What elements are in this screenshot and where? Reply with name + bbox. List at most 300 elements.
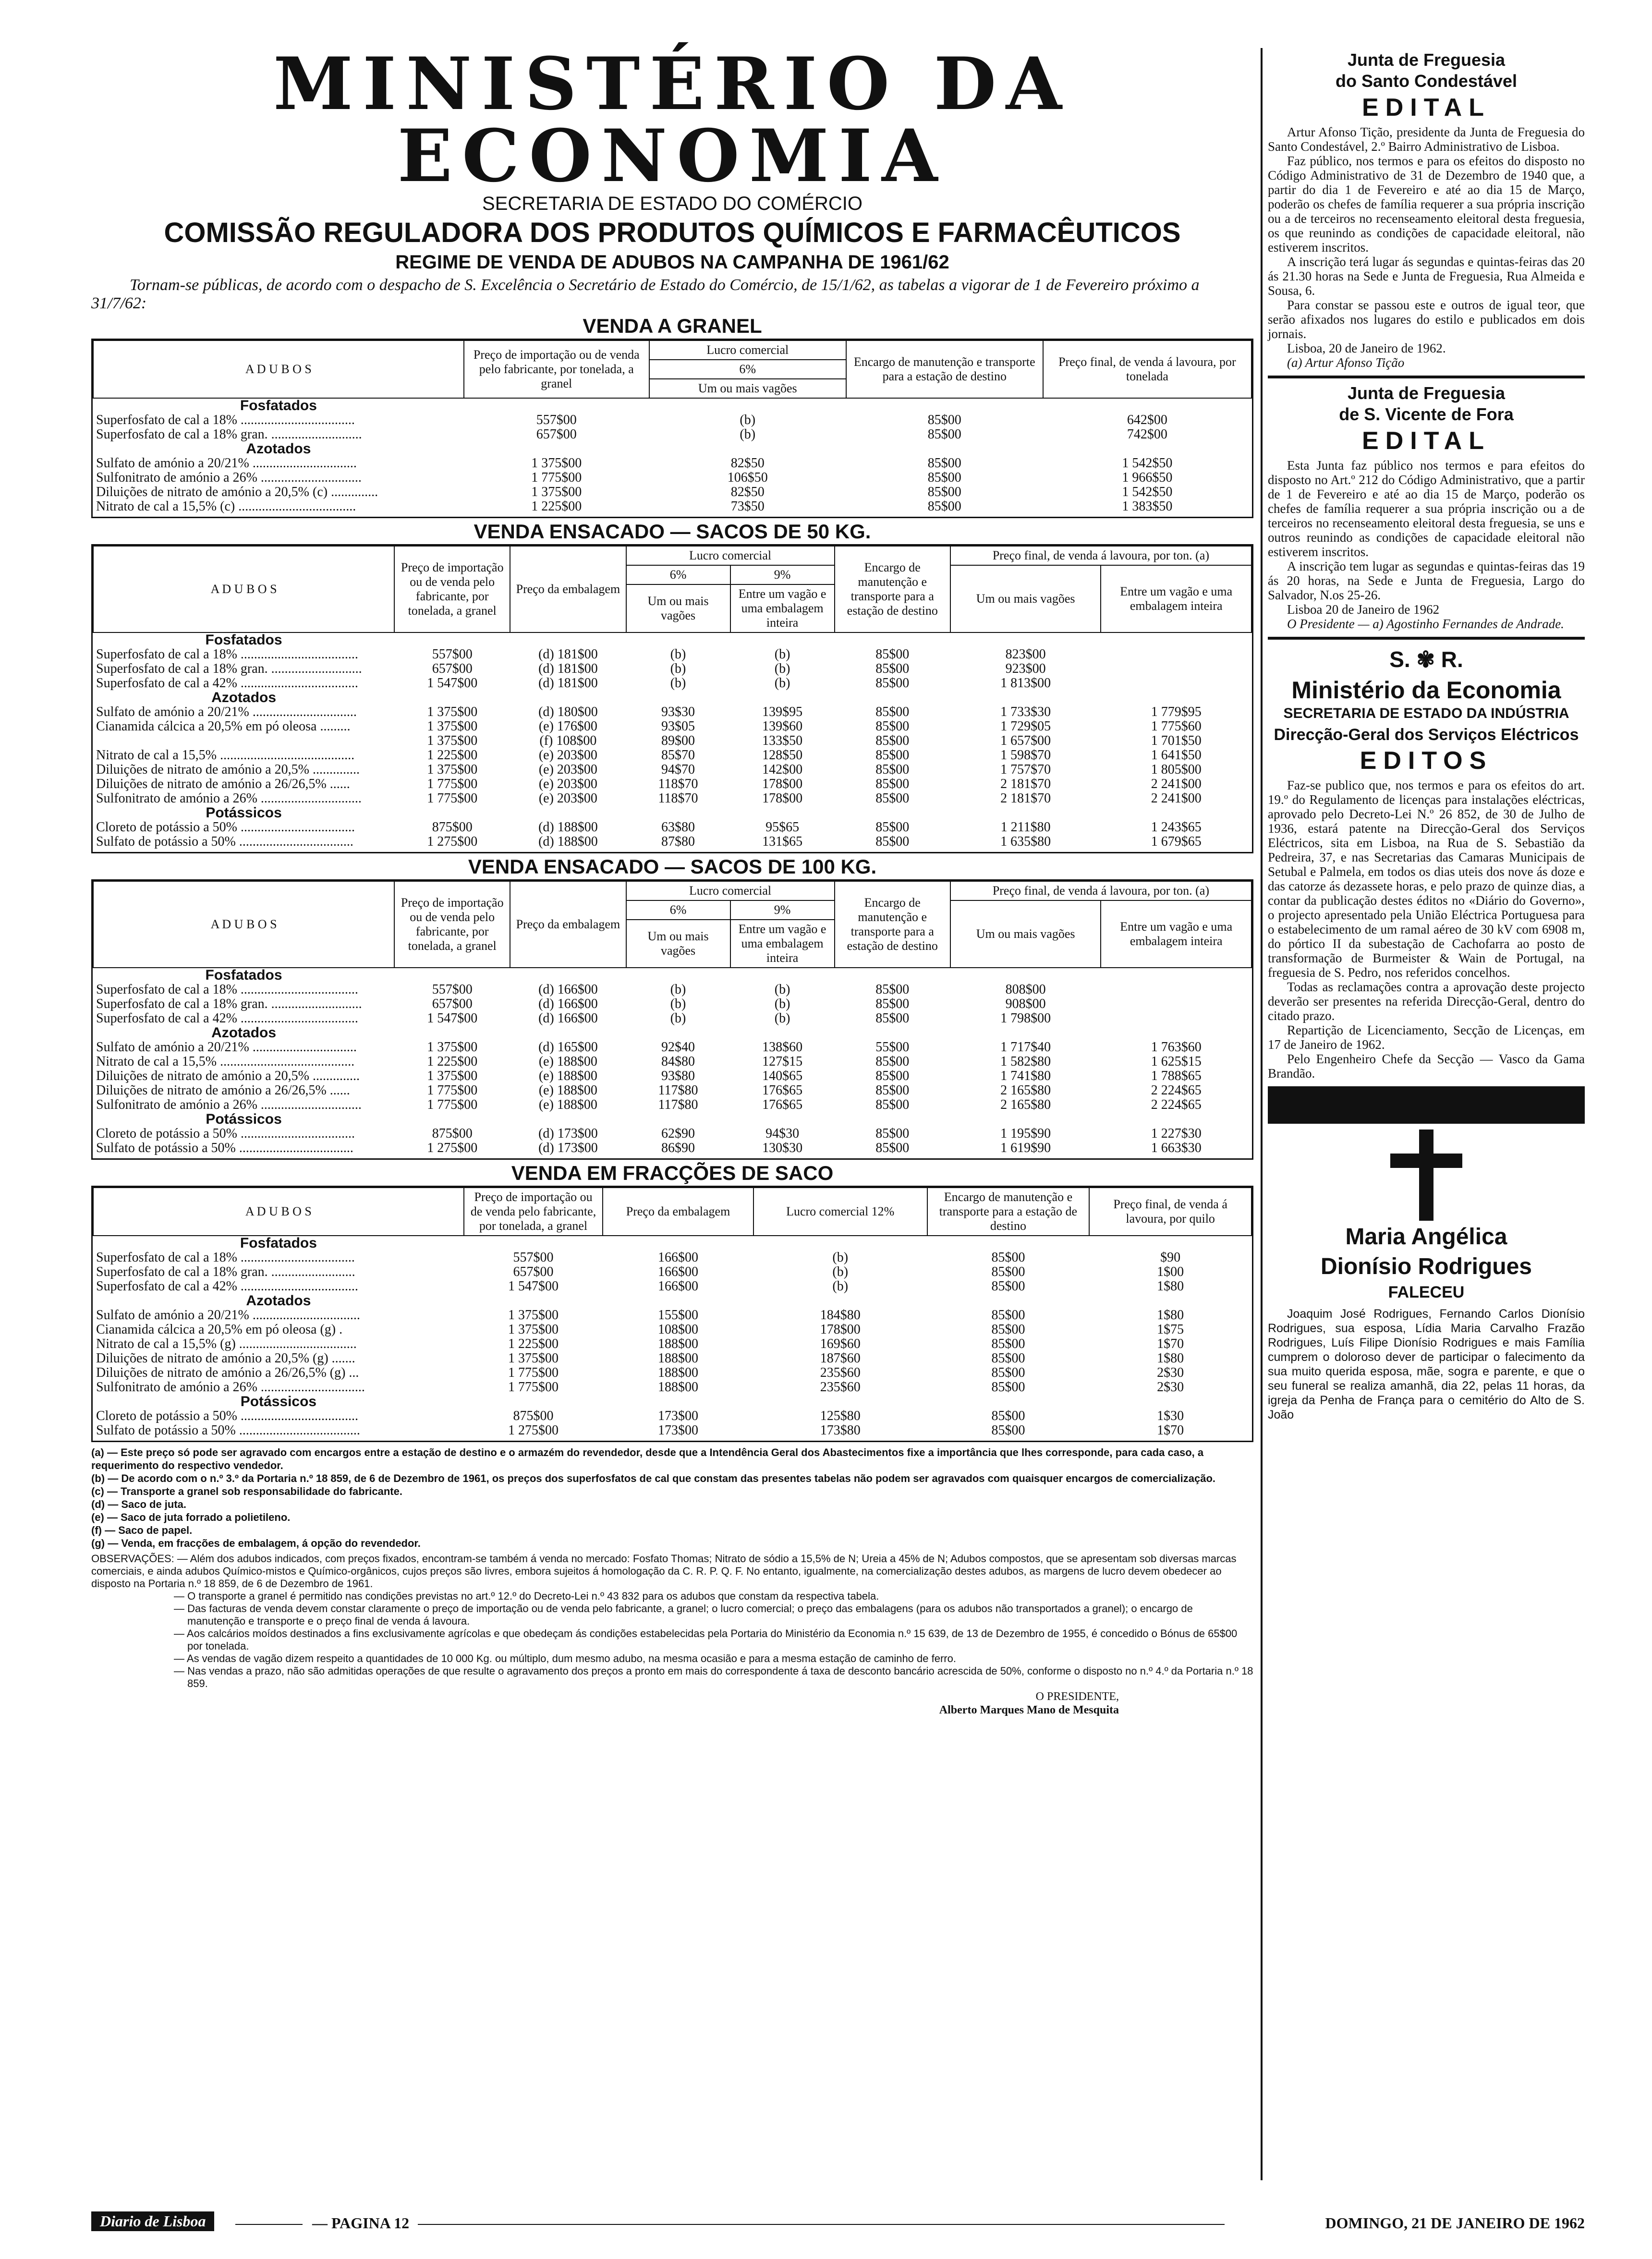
price-cell: 178$00 bbox=[762, 791, 803, 806]
price-cell: 118$70 bbox=[658, 791, 698, 806]
price-cell: 1 375$00 bbox=[427, 719, 478, 734]
observation: OBSERVAÇÕES: — Além dos adubos indicados, com preços fixados, encontram-se também á venda no mercado: Fosfato Thomas; Nitrato de sódio a 15,5% de N; Ureia a 45% de N; Adubos compostos, que se apresentam sob diversas marcas comerciais, e ainda adubos Químico-mistos e Químico-orgânicos, cujos preços são livres, embora sujeitos á homologação da C. R. P. Q. F. No entanto, igualmente, na comercialização destes adubos, as margens de lucro devem obedecer ao disposto na Portaria n.º 18 859, de 6 de Dezembro de 1961. bbox=[91, 1553, 1237, 1590]
cross-icon bbox=[1268, 1130, 1585, 1221]
price-cell: (d) 181$00 bbox=[538, 647, 598, 662]
price-cell bbox=[1101, 647, 1251, 662]
product-name: Sulfonitrato de amónio a 26% .............................. bbox=[96, 1097, 362, 1112]
product-name: Superfosfato de cal a 18% gran. ........................... bbox=[96, 427, 362, 442]
price-cell: 188$00 bbox=[658, 1336, 699, 1351]
col-preco: Preço de importação ou de venda pelo fabricante, por tonelada, a granel bbox=[464, 1188, 603, 1236]
price-cell: (e) 203$00 bbox=[538, 791, 597, 806]
price-cell: 2 241$00 bbox=[1151, 777, 1202, 791]
deceased-name-2: Dionísio Rodrigues bbox=[1320, 1254, 1532, 1279]
price-cell: 1 375$00 bbox=[427, 1069, 478, 1083]
price-cell: 85$00 bbox=[875, 820, 910, 835]
saco100-title: VENDA ENSACADO — SACOS DE 100 KG. bbox=[468, 855, 877, 878]
price-cell: (b) bbox=[740, 427, 756, 442]
price-cell: 1 805$00 bbox=[1151, 762, 1202, 777]
table-row bbox=[93, 1351, 1251, 1366]
product-name: Sulfato de amónio a 20/21% ................................ bbox=[96, 1308, 360, 1323]
santo-title1: Junta de Freguesia bbox=[1347, 50, 1506, 70]
price-cell: 142$00 bbox=[762, 762, 803, 777]
price-cell: 93$05 bbox=[661, 719, 695, 734]
category-row bbox=[93, 1236, 1251, 1251]
table-row bbox=[93, 427, 1251, 442]
category-label: Azotados bbox=[211, 1025, 277, 1041]
price-cell: 85$00 bbox=[875, 1083, 910, 1098]
product-name: Superfosfato de cal a 18% .................................. bbox=[96, 413, 355, 427]
price-cell: 1 775$60 bbox=[1151, 719, 1202, 734]
price-tables-notice bbox=[91, 42, 1253, 1717]
price-cell: 1 227$30 bbox=[1151, 1126, 1202, 1141]
price-cell: 89$00 bbox=[661, 733, 695, 748]
price-cell: 657$00 bbox=[536, 427, 577, 442]
table-row bbox=[93, 748, 1251, 763]
price-cell: 85$00 bbox=[991, 1308, 1025, 1323]
table-row bbox=[93, 662, 1251, 676]
price-cell: 85$70 bbox=[661, 748, 695, 763]
price-cell: 1 663$30 bbox=[1151, 1141, 1202, 1155]
saco50-title: VENDA ENSACADO — SACOS DE 50 KG. bbox=[474, 520, 871, 543]
product-name: Cloreto de potássio a 50% .................................. bbox=[96, 820, 355, 835]
editos-heading: EDITOS bbox=[1360, 747, 1493, 775]
table-row bbox=[93, 1265, 1251, 1279]
col-f2: Entre um vagão e uma embalagem inteira bbox=[1101, 565, 1251, 632]
price-cell: 1 757$70 bbox=[1000, 762, 1051, 777]
table-row bbox=[93, 820, 1251, 835]
price-cell: 1 375$00 bbox=[427, 704, 478, 719]
price-cell: 85$00 bbox=[875, 1011, 910, 1026]
price-cell: 875$00 bbox=[432, 1126, 473, 1141]
price-cell: 82$50 bbox=[730, 456, 765, 471]
price-cell: 85$00 bbox=[875, 1054, 910, 1069]
price-cell: 642$00 bbox=[1127, 413, 1167, 427]
price-cell: 1$30 bbox=[1157, 1409, 1184, 1423]
price-cell: 1$80 bbox=[1157, 1351, 1184, 1366]
category-label: Fosfatados bbox=[240, 398, 317, 413]
issue-date: DOMINGO, 21 DE JANEIRO DE 1962 bbox=[1325, 2214, 1585, 2232]
price-cell: 130$30 bbox=[762, 1141, 803, 1155]
price-cell: 188$00 bbox=[658, 1351, 699, 1366]
price-cell: 1 195$90 bbox=[1000, 1126, 1051, 1141]
comissao-subtitle: COMISSÃO REGULADORA DOS PRODUTOS QUÍMICOS E FARMACÊUTICOS bbox=[164, 217, 1181, 248]
price-cell: 557$00 bbox=[536, 413, 577, 427]
price-cell: 1 775$00 bbox=[427, 791, 478, 806]
price-cell: 557$00 bbox=[513, 1250, 554, 1265]
price-cell: 2 181$70 bbox=[1000, 791, 1051, 806]
price-cell: 176$65 bbox=[762, 1083, 803, 1098]
divider bbox=[1268, 376, 1585, 378]
santo-date: Lisboa, 20 de Janeiro de 1962. bbox=[1287, 341, 1446, 355]
price-cell: 1 375$00 bbox=[508, 1351, 559, 1366]
col-embalagem: Preço da embalagem bbox=[510, 546, 626, 632]
price-cell: 908$00 bbox=[1005, 996, 1046, 1011]
price-cell: 235$60 bbox=[820, 1365, 861, 1380]
col-9pct: 9% bbox=[730, 900, 835, 920]
table-row bbox=[93, 1011, 1251, 1026]
saco100-table-box bbox=[91, 879, 1253, 1160]
price-cell: 1 779$95 bbox=[1151, 704, 1202, 719]
price-cell: 1 641$50 bbox=[1151, 748, 1202, 763]
price-cell: 82$50 bbox=[730, 485, 765, 499]
table-row bbox=[93, 983, 1251, 997]
price-cell: 1 788$65 bbox=[1151, 1069, 1202, 1083]
price-cell: (d) 181$00 bbox=[538, 676, 598, 691]
price-cell: 1 635$80 bbox=[1000, 834, 1051, 849]
price-cell: (d) 180$00 bbox=[538, 704, 598, 719]
price-cell: 173$80 bbox=[820, 1423, 861, 1438]
product-name: Cianamida cálcica a 20,5% em pó oleosa ......... bbox=[96, 719, 351, 734]
price-cell: 176$65 bbox=[762, 1097, 803, 1112]
table-row bbox=[93, 997, 1251, 1011]
col-embalagem: Preço da embalagem bbox=[510, 881, 626, 968]
observation: — Das facturas de venda devem constar claramente o preço de importação ou de venda pelo fabricante, a granel; o lucro comercial; o preço das embalagens (para os adubos não transportados a granel); o encargo de manutenção e transporte e o preço final de venda á lavoura. bbox=[174, 1603, 1193, 1627]
price-cell: (e) 188$00 bbox=[538, 1097, 597, 1112]
product-name: Diluições de nitrato de amónio a 20,5% .............. bbox=[96, 762, 360, 777]
price-cell: 1 582$80 bbox=[1000, 1054, 1051, 1069]
category-row bbox=[93, 1112, 1251, 1127]
price-cell: 808$00 bbox=[1005, 982, 1046, 997]
price-cell: 1 375$00 bbox=[508, 1308, 559, 1323]
category-label: Fosfatados bbox=[240, 1235, 317, 1251]
table-row bbox=[93, 719, 1251, 734]
price-cell: 1 775$00 bbox=[427, 1097, 478, 1112]
price-cell: 1 657$00 bbox=[1000, 733, 1051, 748]
regime-subtitle: REGIME DE VENDA DE ADUBOS NA CAMPANHA DE 1961/62 bbox=[395, 252, 949, 273]
vicente-date: Lisboa 20 de Janeiro de 1962 bbox=[1287, 602, 1440, 617]
price-cell: 1 717$40 bbox=[1000, 1040, 1051, 1055]
editos-ministerio: Ministério da Economia bbox=[1291, 677, 1561, 704]
footnote: (c) — Transporte a granel sob responsabilidade do fabricante. bbox=[91, 1485, 402, 1497]
price-cell: 85$00 bbox=[875, 647, 910, 662]
observacoes bbox=[91, 1553, 1253, 1690]
price-cell: 1 547$00 bbox=[508, 1279, 559, 1294]
price-cell: (b) bbox=[774, 676, 790, 691]
table-row bbox=[93, 791, 1251, 806]
price-cell: (b) bbox=[670, 996, 686, 1011]
col-final: Preço final, de venda á lavoura, por quilo bbox=[1089, 1188, 1251, 1236]
observation: — O transporte a granel é permitido nas condições previstas no art.º 12.º do Decreto-Lei n.º 43 832 para os adubos que constam da respectiva tabela. bbox=[174, 1590, 879, 1602]
observation: — Aos calcários moídos destinados a fins exclusivamente agrícolas e que obedeçam ás condições estabelecidas pela Portaria do Ministério da Economia n.º 15 639, de 13 de Dezembro de 1955, é concedido o Bónus de 65$00 por tonelada. bbox=[174, 1627, 1238, 1652]
price-cell: 85$00 bbox=[991, 1279, 1025, 1294]
product-name: Superfosfato de cal a 18% gran. ........................... bbox=[96, 996, 362, 1011]
signature-role: O PRESIDENTE, bbox=[1035, 1690, 1119, 1703]
price-cell: 1 625$15 bbox=[1151, 1054, 1202, 1069]
price-cell: 94$70 bbox=[661, 762, 695, 777]
category-label: Azotados bbox=[246, 1293, 311, 1309]
price-cell: 73$50 bbox=[730, 499, 765, 514]
table-row bbox=[93, 777, 1251, 791]
price-cell: 85$00 bbox=[875, 748, 910, 763]
table-row bbox=[93, 1366, 1251, 1380]
price-cell: 173$00 bbox=[658, 1423, 699, 1438]
product-name bbox=[93, 734, 394, 748]
product-name: Nitrato de cal a 15,5% (c) ................................... bbox=[96, 499, 356, 514]
price-cell: 1 225$00 bbox=[427, 1054, 478, 1069]
santo-sign: (a) Artur Afonso Tição bbox=[1287, 355, 1405, 370]
price-cell: 1 225$00 bbox=[531, 499, 582, 514]
price-cell: 1 225$00 bbox=[427, 748, 478, 763]
price-cell: 2$30 bbox=[1157, 1380, 1184, 1395]
price-cell: 657$00 bbox=[513, 1264, 554, 1279]
footnote: (b) — De acordo com o n.º 3.º da Portaria n.º 18 859, de 6 de Dezembro de 1961, os preços dos superfosfatos de cal que constam das presentes tabelas não podem ser agravados com quaisquer encargos de comercialização. bbox=[91, 1472, 1216, 1484]
editos-p1: Faz-se publico que, nos termos e para os efeitos do art. 19.º do Regulamento de licenças para instalações eléctricas, aprovado pelo Decreto-Lei N.º 26 852, de 30 de Julho de 1936, estará patente na Direcção-Geral dos Serviços Eléctricos, sita em Lisboa, na Rua de S. Sebastião da Pedreira, 37, e nas Secretarias das Camaras Municipais de Setubal e Palmela, em todos os dias uteis dos nove ás doze e das catorze ás dezassete horas, e pelo prazo de quinze dias, a contar da publicação destes éditos no «Diário do Governo», o projecto apresentado pela União Eléctrica Portuguesa para o estabelecimento de um ramal aéreo de 30 kV com 6908 m, do pórtico II da subestação de Cachofarra ao posto de transformação de Burmeister & Wain de Portugal, na freguesia de S. Pedro, nos referidos concelhos. bbox=[1268, 778, 1585, 980]
price-cell: 1 619$90 bbox=[1000, 1141, 1051, 1155]
price-cell: 1 741$80 bbox=[1000, 1069, 1051, 1083]
product-name: Superfosfato de cal a 42% ................................... bbox=[96, 1279, 358, 1294]
price-cell: (b) bbox=[832, 1279, 849, 1294]
obituary-black-band bbox=[1268, 1086, 1585, 1124]
price-cell: (e) 188$00 bbox=[538, 1069, 597, 1083]
product-name: Cloreto de potássio a 50% ................................... bbox=[96, 1409, 358, 1423]
category-label: Potássicos bbox=[206, 805, 282, 821]
product-name: Nitrato de cal a 15,5% ........................................ bbox=[96, 748, 355, 763]
fraccoes-title: VENDA EM FRACÇÕES DE SACO bbox=[511, 1162, 834, 1184]
price-cell: 87$80 bbox=[661, 834, 695, 849]
col-encargo: Encargo de manutenção e transporte para a estação de destino bbox=[835, 546, 950, 632]
price-cell: 106$50 bbox=[727, 470, 768, 485]
column-divider bbox=[1261, 48, 1263, 2180]
right-column bbox=[1268, 48, 1585, 1422]
table-row bbox=[93, 1127, 1251, 1141]
product-name: Sulfato de amónio a 20/21% ............................... bbox=[96, 704, 357, 719]
col-f1: Um ou mais vagões bbox=[950, 900, 1101, 968]
col-adubos: A D U B O S bbox=[93, 546, 394, 632]
price-cell: 166$00 bbox=[658, 1279, 699, 1294]
price-cell: 1$75 bbox=[1157, 1322, 1184, 1337]
price-cell: 85$00 bbox=[927, 413, 961, 427]
price-cell: 178$00 bbox=[762, 777, 803, 791]
product-name: Superfosfato de cal a 42% ................................... bbox=[96, 1011, 358, 1026]
col-6pct-sub: Um ou mais vagões bbox=[626, 920, 730, 968]
footnote: (g) — Venda, em fracções de embalagem, á opção do revendedor. bbox=[91, 1537, 421, 1549]
price-cell: 657$00 bbox=[432, 661, 473, 676]
table-row bbox=[93, 1308, 1251, 1323]
price-cell: 1 598$70 bbox=[1000, 748, 1051, 763]
price-cell: 1 733$30 bbox=[1000, 704, 1051, 719]
product-name: Superfosfato de cal a 18% ................................... bbox=[96, 982, 358, 997]
product-name: Sulfato de potássio a 50% .................................. bbox=[96, 1141, 353, 1155]
santo-edital-heading: EDITAL bbox=[1362, 94, 1491, 121]
price-cell: 139$95 bbox=[762, 704, 803, 719]
saco50-table bbox=[93, 546, 1252, 852]
price-cell: 85$00 bbox=[991, 1264, 1025, 1279]
price-cell: 84$80 bbox=[661, 1054, 695, 1069]
price-cell: (e) 188$00 bbox=[538, 1054, 597, 1069]
price-cell: (b) bbox=[670, 661, 686, 676]
table-row bbox=[93, 413, 1251, 427]
price-cell: 127$15 bbox=[762, 1054, 803, 1069]
price-cell: 166$00 bbox=[658, 1264, 699, 1279]
table-row bbox=[93, 1423, 1251, 1438]
vicente-p1: Esta Junta faz público nos termos e para efeitos do disposto no Art.º 212 do Código Administrativo, que a partir de 1 de Fevereiro e até ao dia 15 de Março, poderão os chefes de família requerer a sua própria inscrição ou a de terceiros no recenseamento eleitoral desta freguesia, se uns e outros reunindo as condições de capacidade eleitoral não estiverem inscritos. bbox=[1268, 458, 1585, 559]
page-footer bbox=[91, 2211, 1585, 2235]
ministry-title: MINISTÉRIO DA ECONOMIA bbox=[273, 42, 1071, 198]
price-cell: 1 679$65 bbox=[1151, 834, 1202, 849]
category-row bbox=[93, 1395, 1251, 1409]
footnote: (e) — Saco de juta forrado a polietileno. bbox=[91, 1511, 291, 1523]
category-row bbox=[93, 1026, 1251, 1040]
santo-p4: Para constar se passou este e outros de igual teor, que serão afixados nos lugares do estilo e publicados em dois jornais. bbox=[1268, 298, 1585, 341]
spacer-row bbox=[93, 849, 1251, 852]
col-9pct-sub: Entre um vagão e uma embalagem inteira bbox=[730, 920, 835, 968]
price-cell: (e) 176$00 bbox=[538, 719, 597, 734]
price-cell: 1 375$00 bbox=[427, 733, 478, 748]
price-cell: 85$00 bbox=[927, 499, 961, 514]
price-cell: 1 701$50 bbox=[1151, 733, 1202, 748]
price-cell: (d) 173$00 bbox=[538, 1126, 598, 1141]
product-name: Nitrato de cal a 15,5% ........................................ bbox=[96, 1054, 355, 1069]
table-row bbox=[93, 734, 1251, 748]
price-cell: 117$80 bbox=[658, 1097, 698, 1112]
product-name: Superfosfato de cal a 18% .................................. bbox=[96, 1250, 355, 1265]
price-cell: 1 375$00 bbox=[531, 456, 582, 471]
product-name: Diluições de nitrato de amónio a 20,5% (g) ....... bbox=[96, 1351, 355, 1366]
col-preco: Preço de importação ou de venda pelo fabricante, por tonelada, a granel bbox=[394, 881, 510, 968]
table-row bbox=[93, 676, 1251, 691]
price-cell: 1 383$50 bbox=[1122, 499, 1173, 514]
price-cell: 85$00 bbox=[875, 1097, 910, 1112]
table-row bbox=[93, 1251, 1251, 1265]
price-cell: 2 165$80 bbox=[1000, 1097, 1051, 1112]
intro-paragraph: Tornam-se públicas, de acordo com o despacho de S. Excelência o Secretário de Estado do Comércio, de 15/1/62, as tabelas a vigorar de 1 de Fevereiro próximo a 31/7/62: bbox=[91, 276, 1200, 312]
observation: — Nas vendas a prazo, não são admitidas operações de que resulte o agravamento dos preços a pronto em mais do correspondente á taxa de desconto bancário acrescida de 50%, conforme o disposto no n.º 4.º da Portaria n.º 18 859. bbox=[174, 1665, 1253, 1689]
price-cell: (e) 203$00 bbox=[538, 762, 597, 777]
col-lucro: Lucro comercial bbox=[626, 881, 835, 900]
vicente-title1: Junta de Freguesia bbox=[1347, 383, 1506, 403]
price-cell: 85$00 bbox=[875, 762, 910, 777]
table-row bbox=[93, 647, 1251, 662]
price-cell: 108$00 bbox=[658, 1322, 699, 1337]
price-cell: (b) bbox=[774, 982, 790, 997]
price-cell: 85$00 bbox=[927, 485, 961, 499]
col-9pct: 9% bbox=[730, 565, 835, 584]
price-cell: (d) 165$00 bbox=[538, 1040, 598, 1055]
price-cell: 1 763$60 bbox=[1151, 1040, 1202, 1055]
col-lucro: Lucro comercial bbox=[649, 340, 846, 360]
category-label: Potássicos bbox=[240, 1394, 317, 1409]
price-cell: 1 775$00 bbox=[531, 470, 582, 485]
price-cell: 85$00 bbox=[875, 1126, 910, 1141]
col-embalagem: Preço da embalagem bbox=[603, 1188, 753, 1236]
price-cell bbox=[1101, 662, 1251, 676]
price-cell: 63$80 bbox=[661, 820, 695, 835]
price-cell: (b) bbox=[670, 676, 686, 691]
product-name: Cloreto de potássio a 50% .................................. bbox=[96, 1126, 355, 1141]
table-row bbox=[93, 835, 1251, 849]
price-cell: 85$00 bbox=[875, 791, 910, 806]
table-row bbox=[93, 1083, 1251, 1098]
col-preco: Preço de importação ou de venda pelo fabricante, por tonelada, a granel bbox=[464, 340, 649, 398]
fraccoes-table-box bbox=[91, 1186, 1253, 1442]
product-name: Cianamida cálcica a 20,5% em pó oleosa (g) . bbox=[96, 1322, 343, 1337]
price-cell: 155$00 bbox=[658, 1308, 699, 1323]
price-cell: 85$00 bbox=[991, 1409, 1025, 1423]
price-cell: 173$00 bbox=[658, 1409, 699, 1423]
price-cell: (b) bbox=[670, 1011, 686, 1026]
price-cell: 85$00 bbox=[991, 1380, 1025, 1395]
col-encargo: Encargo de manutenção e transporte para a estação de destino bbox=[927, 1188, 1090, 1236]
price-cell: 188$00 bbox=[658, 1365, 699, 1380]
col-9pct-sub: Entre um vagão e uma embalagem inteira bbox=[730, 584, 835, 632]
price-cell: 1 798$00 bbox=[1000, 1011, 1051, 1026]
price-cell: 85$00 bbox=[927, 470, 961, 485]
price-cell: 85$00 bbox=[927, 456, 961, 471]
vicente-edital-heading: EDITAL bbox=[1362, 427, 1491, 455]
price-cell: 1 775$00 bbox=[427, 1083, 478, 1098]
price-cell: (d) 181$00 bbox=[538, 661, 598, 676]
price-cell: (d) 188$00 bbox=[538, 820, 598, 835]
product-name: Diluições de nitrato de amónio a 26/26,5% (g) ... bbox=[96, 1365, 359, 1380]
price-cell: 140$65 bbox=[762, 1069, 803, 1083]
footnotes bbox=[91, 1446, 1253, 1550]
table-row bbox=[93, 1380, 1251, 1395]
table-row bbox=[93, 485, 1251, 499]
category-label: Azotados bbox=[211, 690, 277, 705]
price-cell: (f) 108$00 bbox=[539, 733, 597, 748]
price-cell: 93$30 bbox=[661, 704, 695, 719]
editos-p3: Repartição de Licenciamento, Secção de Licenças, em 17 de Janeiro de 1962. bbox=[1268, 1023, 1585, 1052]
category-row bbox=[93, 398, 1251, 413]
table-row bbox=[93, 456, 1251, 471]
granel-table-box bbox=[91, 339, 1253, 518]
price-cell: 92$40 bbox=[661, 1040, 695, 1055]
table-row bbox=[93, 499, 1251, 514]
product-name: Diluições de nitrato de amónio a 26/26,5% ...... bbox=[96, 777, 350, 791]
price-cell: 1$00 bbox=[1157, 1264, 1184, 1279]
price-cell: (e) 188$00 bbox=[538, 1083, 597, 1098]
price-cell: (d) 166$00 bbox=[538, 996, 598, 1011]
price-cell: 188$00 bbox=[658, 1380, 699, 1395]
price-cell: (b) bbox=[774, 661, 790, 676]
price-cell: 2 224$65 bbox=[1151, 1097, 1202, 1112]
signature bbox=[91, 1690, 1119, 1717]
price-cell: (e) 203$00 bbox=[538, 777, 597, 791]
category-row bbox=[93, 1294, 1251, 1308]
price-cell: 1 547$00 bbox=[427, 676, 478, 691]
price-cell: 85$00 bbox=[991, 1423, 1025, 1438]
table-row bbox=[93, 1337, 1251, 1351]
col-f2: Entre um vagão e uma embalagem inteira bbox=[1101, 900, 1251, 968]
product-name: Sulfato de potássio a 50% .................................... bbox=[96, 1423, 360, 1438]
price-cell bbox=[1101, 1011, 1251, 1026]
signature-name: Alberto Marques Mano de Mesquita bbox=[939, 1704, 1119, 1716]
granel-title: VENDA A GRANEL bbox=[583, 315, 762, 337]
table-row bbox=[93, 1141, 1251, 1155]
price-cell: 1$70 bbox=[1157, 1423, 1184, 1438]
santo-p2: Faz público, nos termos e para os efeitos do disposto no Código Administrativo de 31 de Dezembro de 1940 que, a partir do dia 1 de Fevereiro e até ao dia 15 de Março, poderão os chefes de família requerer a sua própria inscrição ou a de terceiros no recenseamento eleitoral desta freguesia, os que reunindo as condições de capacidade eleitoral, não estiverem inscritos. bbox=[1268, 154, 1585, 255]
col-final: Preço final, de venda á lavoura, por ton. (a) bbox=[950, 546, 1251, 565]
product-name: Sulfato de amónio a 20/21% ............................... bbox=[96, 1040, 357, 1055]
price-cell: 2 165$80 bbox=[1000, 1083, 1051, 1098]
price-cell: 118$70 bbox=[658, 777, 698, 791]
price-cell: 875$00 bbox=[513, 1409, 554, 1423]
product-name: Superfosfato de cal a 18% gran. ........................... bbox=[96, 661, 362, 676]
price-cell: 1 729$05 bbox=[1000, 719, 1051, 734]
price-cell: 1 375$00 bbox=[508, 1322, 559, 1337]
price-cell: (d) 166$00 bbox=[538, 982, 598, 997]
price-cell: 2 181$70 bbox=[1000, 777, 1051, 791]
price-cell bbox=[1101, 676, 1251, 691]
santo-p3: A inscrição terá lugar ás segundas e quintas-feiras das 20 ás 21.30 horas na Sede e Junta de Freguesia, Rua Almeida e Sousa, 6. bbox=[1268, 255, 1585, 298]
divider bbox=[1268, 637, 1585, 640]
vicente-sign: O Presidente — a) Agostinho Fernandes de Andrade. bbox=[1287, 617, 1564, 631]
obituary-text: Joaquim José Rodrigues, Fernando Carlos Dionísio Rodrigues, sua esposa, Lídia Maria Carvalho Frazão Rodrigues, Luís Filipe Dionísio Rodrigues e mais Família cumprem o doloroso dever de participar o falecimento da sua muito querida esposa, mãe, sogra e parente, e que o seu funeral se realiza amanhã, dia 22, pelas 11 horas, da igreja da Penha de França para o cemitério do Alto de S. João bbox=[1268, 1307, 1585, 1421]
table-row bbox=[93, 1040, 1251, 1055]
table-row bbox=[93, 471, 1251, 485]
category-row bbox=[93, 632, 1251, 647]
editos-secretaria: SECRETARIA DE ESTADO DA INDÚSTRIA bbox=[1283, 705, 1569, 721]
